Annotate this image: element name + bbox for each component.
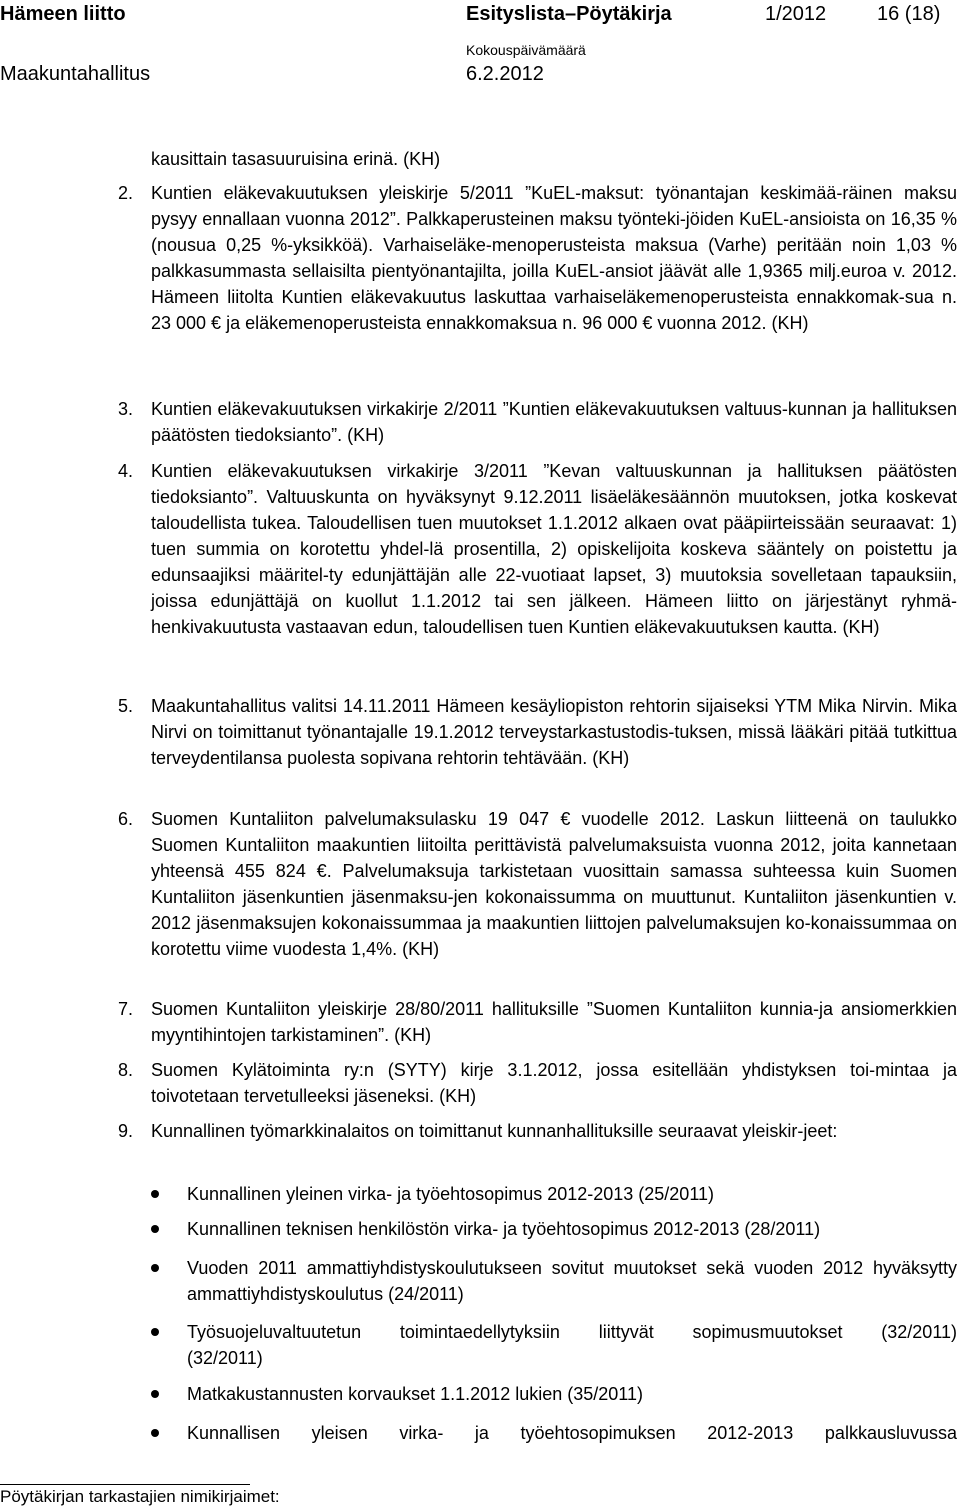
footer-rule <box>0 1484 250 1485</box>
item-number: 5. <box>118 696 134 716</box>
item-number: 7. <box>118 999 134 1019</box>
document-type: Esityslista–Pöytäkirja <box>466 3 672 25</box>
list-item: Kunnallinen työmarkkinalaitos on toimittanut kunnanhallituksille seuraavat yleiskir-jeet: <box>151 1121 838 1141</box>
item-number: 4. <box>118 461 134 481</box>
list-item: Suomen Kuntaliiton yleiskirje 28/80/2011 hallituksille ”Suomen Kuntaliiton kunnia-ja ansiomerkkien myyntihintojen tarkistaminen”. (KH) <box>151 999 957 1045</box>
bullet-item: Vuoden 2011 ammattiyhdistyskoulutukseen sovitut muutokset sekä vuoden 2012 hyväksytty ammattiyhdistyskoulutus (24/2011) <box>187 1258 957 1304</box>
bullet-icon <box>151 1390 159 1398</box>
bullet-item: Kunnallinen yleinen virka- ja työehtosopimus 2012-2013 (25/2011) <box>187 1184 715 1204</box>
list-item-continuation: kausittain tasasuuruisina erinä. (KH) <box>151 149 441 169</box>
page-number: 16 (18) <box>877 3 941 25</box>
bullet-item: Matkakustannusten korvaukset 1.1.2012 lukien (35/2011) <box>187 1384 643 1404</box>
meeting-body: Maakuntahallitus <box>0 63 151 85</box>
document-number: 1/2012 <box>765 3 827 25</box>
bullet-icon <box>151 1328 159 1336</box>
list-item: Kuntien eläkevakuutuksen virkakirje 2/2011 ”Kuntien eläkevakuutuksen valtuus-kunnan ja hallituksen päätösten tiedoksianto”. (KH) <box>151 399 957 445</box>
bullet-item: Kunnallinen teknisen henkilöstön virka- ja työehtosopimus 2012-2013 (28/2011) <box>187 1219 821 1239</box>
list-item: Maakuntahallitus valitsi 14.11.2011 Hämeen kesäyliopiston rehtorin sijaiseksi YTM Mika Nirvin. Mika Nirvi on toimittanut työnantajalle 19.1.2012 terveystarkastustodis-tuksen, missä lääkäri pitää tutkittua terveydentilansa puolesta sopivana rehtorin tehtävään. (KH) <box>151 696 957 768</box>
meeting-date-label: Kokouspäivämäärä <box>466 42 586 58</box>
bullet-icon <box>151 1190 159 1198</box>
item-number: 3. <box>118 399 134 419</box>
bullet-item-line-1: Työsuojeluvaltuutetun toimintaedellytyksiin liittyvät sopimusmuutokset (32/2011) <box>187 1322 957 1342</box>
organization-name: Hämeen liitto <box>0 3 126 25</box>
bullet-item-line-2: (32/2011) <box>187 1348 263 1368</box>
item-number: 6. <box>118 809 134 829</box>
list-item: Suomen Kylätoiminta ry:n (SYTY) kirje 3.1.2012, jossa esitellään yhdistyksen toi-mintaa ja toivotetaan tervetulleeksi jäseneksi. (KH) <box>151 1060 957 1106</box>
bullet-item: Kunnallisen yleisen virka- ja työehtosopimuksen 2012-2013 palkkausluvussa <box>187 1423 957 1443</box>
bullet-icon <box>151 1225 159 1233</box>
item-number: 8. <box>118 1060 134 1080</box>
footer-initials-label: Pöytäkirjan tarkastajien nimikirjaimet: <box>0 1487 280 1506</box>
bullet-icon <box>151 1264 159 1272</box>
item-number: 2. <box>118 183 134 203</box>
meeting-date: 6.2.2012 <box>466 63 544 85</box>
bullet-icon <box>151 1429 159 1437</box>
list-item: Suomen Kuntaliiton palvelumaksulasku 19 047 € vuodelle 2012. Laskun liitteenä on taulukko Suomen Kuntaliiton maakuntien liitoilta perittävistä palvelumaksuista vuonna 2012, joita kannetaan yhteensä 455 824 €. Palvelumaksuja tarkistetaan vuosittain samassa suhteessa kuin Suomen Kuntaliiton jäsenkuntien jäsenmaksu-jen kokonaissumma on muuttunut. Kuntaliiton jäsenkuntien v. 2012 jäsenmaksujen kokonaissummaa ja maakuntien liittojen palvelumaksujen ko-konaissummaa on korotettu viime vuodesta 1,4%. (KH) <box>151 809 957 959</box>
item-number: 9. <box>118 1121 134 1141</box>
list-item: Kuntien eläkevakuutuksen yleiskirje 5/2011 ”KuEL-maksut: työnantajan keskimää-räinen maksu pysyy ennallaan vuonna 2012”. Palkkaperusteinen maksu työnteki-jöiden KuEL-ansioista on 16,35 % (nousua 0,25 %-yksikköä). Varhaiseläke-menoperusteista maksua (Varhe) peritään noin 1,03 % palkkasummasta sellaisilta pientyönantajilta, joilla KuEL-ansiot jäävät alle 1,9365 milj.euroa v. 2012. Hämeen liitolta Kuntien eläkevakuutus laskuttaa varhaiseläkemenoperusteista ennakkomak-sua n. 23 000 € ja eläkemenoperusteista ennakkomaksua n. 96 000 € vuonna 2012. (KH) <box>151 183 957 333</box>
list-item: Kuntien eläkevakuutuksen virkakirje 3/2011 ”Kevan valtuuskunnan ja hallituksen päätösten tiedoksianto”. Valtuuskunta on hyväksynyt 9.12.2011 lisäeläkesäännön muutoksen, jotka koskevat taloudellista tukea. Taloudellisen tuen muutokset 1.1.2012 alkaen ovat pääpiirteissään seuraavat: 1) tuen summia on korotettu yhdel-lä prosentilla, 2) opiskelijoita koskeva sääntely on poistettu ja edunsaajiksi määritel-ty edunjättäjän alle 22-vuotiaat lapset, 3) muutoksia sovelletaan tapauksiin, joissa edunjättäjä on kuollut 1.1.2012 tai sen jälkeen. Hämeen liitto on järjestänyt ryhmä-henkivakuutusta vastaavan edun, taloudellisen tuen Kuntien eläkevakuutuksen kautta. (KH) <box>151 461 957 637</box>
